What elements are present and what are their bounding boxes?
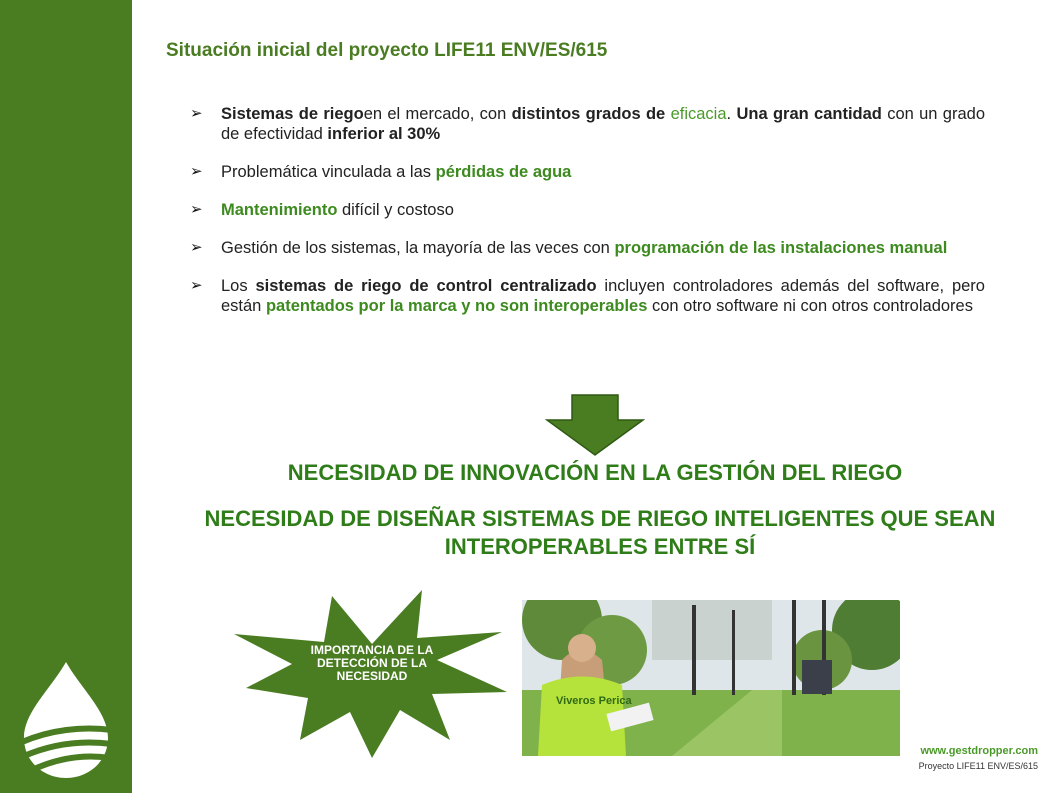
bullet-text-run: Los	[221, 277, 256, 295]
bullet-item	[190, 276, 985, 316]
arrow-bullet-icon: ➢	[190, 239, 203, 256]
bullet-text-run: distintos grados de	[511, 105, 666, 123]
vest-text: Viveros Perica	[556, 695, 632, 707]
burst-label: IMPORTANCIA DE LA DETECCIÓN DE LA NECESIDAD	[310, 643, 434, 683]
arrow-bullet-icon: ➢	[190, 201, 203, 218]
design-heading: NECESIDAD DE DISEÑAR SISTEMAS DE RIEGO INTELIGENTES QUE SEAN INTEROPERABLES ENTRE SÍ	[204, 506, 996, 559]
down-arrow-icon	[545, 394, 645, 456]
footer-url[interactable]: www.gestdropper.com	[920, 745, 1038, 757]
bullet-text-run: con otro software ni con otros controladores	[647, 297, 973, 315]
bullet-text-run: en el mercado, con	[363, 105, 512, 123]
arrow-bullet-icon: ➢	[190, 277, 203, 294]
bullet-text-run: Sistemas de riego	[221, 105, 364, 123]
bullet-text-run: .	[726, 105, 737, 123]
innovation-heading: NECESIDAD DE INNOVACIÓN EN LA GESTIÓN DEL RIEGO	[287, 460, 903, 485]
bullet-text-run: inferior al 30%	[327, 125, 441, 143]
bullet-text-run: difícil y costoso	[337, 201, 454, 219]
water-drop-logo-icon	[20, 660, 112, 780]
bullet-item	[190, 238, 985, 258]
arrow-bullet-icon: ➢	[190, 105, 203, 122]
bullet-text-run: Gestión de los sistemas, la mayoría de las veces con	[221, 239, 615, 257]
slide-title: Situación inicial del proyecto LIFE11 ENV/ES/615	[166, 40, 608, 61]
bullet-text-run: Mantenimiento	[221, 201, 338, 219]
bullet-text-run: con un grado de efectividad	[221, 105, 986, 143]
bullet-item	[190, 104, 985, 144]
bullet-text-run: Una gran cantidad	[736, 105, 882, 123]
bullet-text-run: sistemas de riego de control centralizado	[255, 277, 597, 295]
arrow-bullet-icon: ➢	[190, 163, 203, 180]
bullet-list	[190, 104, 985, 334]
bullet-text-run: incluyen controladores además del software, pero están	[221, 277, 985, 315]
bullet-text-run: programación de las instalaciones manual	[614, 239, 948, 257]
bullet-text-run: patentados por la marca y no son interoperables	[265, 297, 648, 315]
footer-project: Proyecto LIFE11 ENV/ES/615	[918, 761, 1038, 771]
bullet-text-run: Problemática vinculada a las	[221, 163, 436, 181]
bullet-text-run: eficacia	[665, 105, 727, 123]
bullet-text-run: pérdidas de agua	[435, 163, 572, 181]
irrigation-photo	[522, 600, 900, 756]
bullet-item	[190, 162, 985, 182]
sidebar-band	[0, 0, 132, 793]
bullet-item	[190, 200, 985, 220]
